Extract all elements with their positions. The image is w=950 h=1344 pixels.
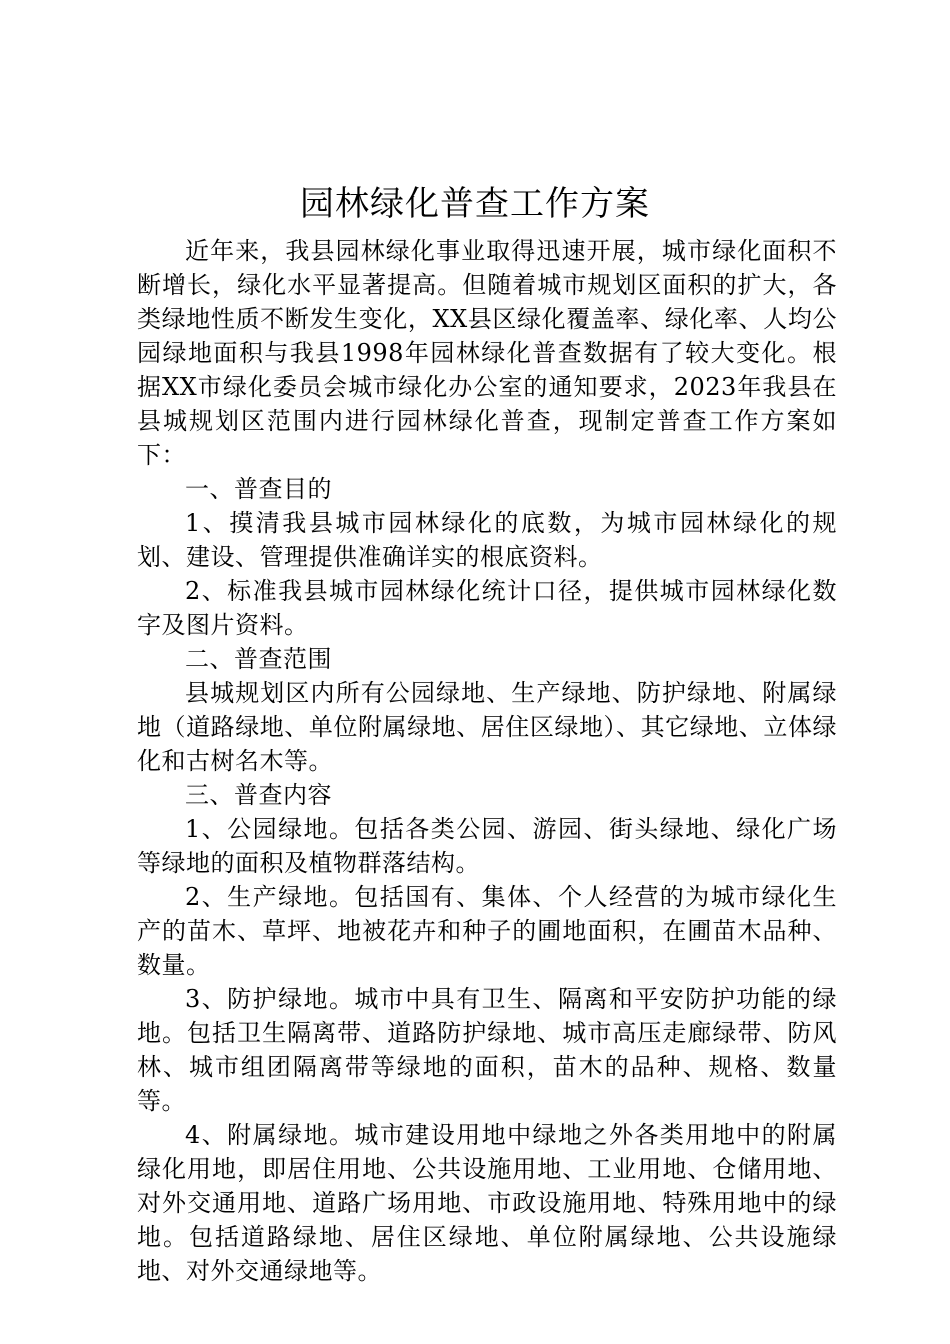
section-heading-content: 三、普查内容 (185, 781, 332, 809)
section-heading-purpose: 一、普查目的 (185, 475, 332, 503)
content-item-2: 2、生产绿地。包括国有、集体、个人经营的为城市绿化生产的苗木、草坪、地被花卉和种子的圃地面积，在圃苗木品种、数量。 (137, 883, 837, 979)
intro-paragraph: 近年来，我县园林绿化事业取得迅速开展，城市绿化面积不断增长，绿化水平显著提高。但随着城市规划区面积的扩大，各类绿地性质不断发生变化，XX县区绿化覆盖率、绿化率、人均公园绿地面积与我县1998年园林绿化普查数据有了较大变化。根据XX市绿化委员会城市绿化办公室的通知要求，2023年我县在县城规划区范围内进行园林绿化普查，现制定普查工作方案如下： (137, 237, 837, 469)
content-item-3: 3、防护绿地。城市中具有卫生、隔离和平安防护功能的绿地。包括卫生隔离带、道路防护绿地、城市高压走廊绿带、防风林、城市组团隔离带等绿地的面积，苗木的品种、规格、数量等。 (137, 985, 837, 1115)
content-item-4: 4、附属绿地。城市建设用地中绿地之外各类用地中的附属绿化用地，即居住用地、公共设施用地、工业用地、仓储用地、对外交通用地、道路广场用地、市政设施用地、特殊用地中的绿地。包括道路绿地、居住区绿地、单位附属绿地、公共设施绿地、对外交通绿地等。 (137, 1121, 837, 1285)
purpose-item-2: 2、标准我县城市园林绿化统计口径，提供城市园林绿化数字及图片资料。 (137, 577, 837, 639)
section-heading-scope: 二、普查范围 (185, 645, 332, 673)
scope-paragraph: 县城规划区内所有公园绿地、生产绿地、防护绿地、附属绿地（道路绿地、单位附属绿地、居住区绿地）、其它绿地、立体绿化和古树名木等。 (137, 679, 837, 775)
purpose-item-1: 1、摸清我县城市园林绿化的底数，为城市园林绿化的规划、建设、管理提供准确详实的根底资料。 (137, 509, 837, 571)
document-title: 园林绿化普查工作方案 (300, 184, 650, 224)
document-body (137, 234, 837, 1288)
content-item-1: 1、公园绿地。包括各类公园、游园、街头绿地、绿化广场等绿地的面积及植物群落结构。 (137, 815, 837, 877)
